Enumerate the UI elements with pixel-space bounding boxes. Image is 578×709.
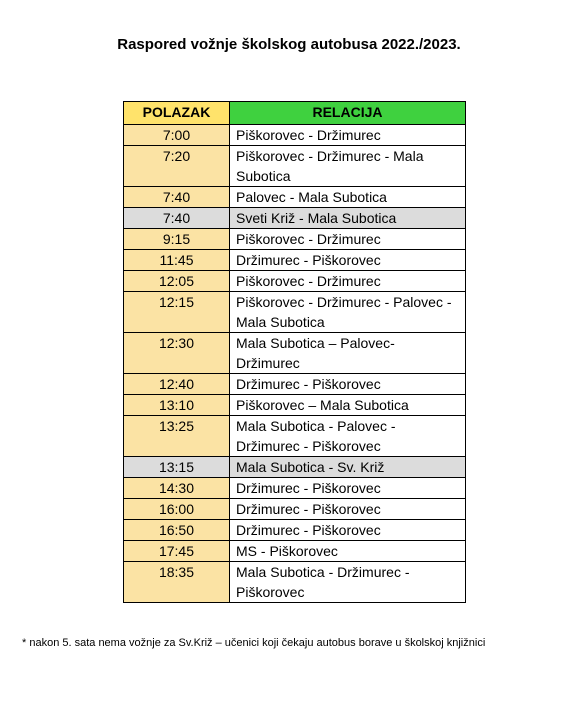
departure-time: 11:45 (124, 250, 230, 271)
route-cell: Držimurec - Piškorovec (230, 478, 466, 499)
table-header-row (124, 102, 466, 125)
route-cell: Držimurec - Piškorovec (230, 374, 466, 395)
route-cell: Mala Subotica - Palovec - Držimurec - Piškorovec (230, 416, 466, 457)
table-row (124, 208, 466, 229)
table-row (124, 541, 466, 562)
route-cell: Piškorovec - Držimurec (230, 229, 466, 250)
departure-time: 16:50 (124, 520, 230, 541)
departure-time: 12:15 (124, 292, 230, 333)
departure-time: 9:15 (124, 229, 230, 250)
route-cell: Držimurec - Piškorovec (230, 520, 466, 541)
table-row (124, 520, 466, 541)
table-row (124, 292, 466, 333)
route-cell: Držimurec - Piškorovec (230, 250, 466, 271)
header-polazak: POLAZAK (124, 102, 230, 125)
table-row (124, 125, 466, 146)
route-cell: Palovec - Mala Subotica (230, 187, 466, 208)
departure-time: 7:40 (124, 187, 230, 208)
table-row (124, 478, 466, 499)
route-cell: Piškorovec – Mala Subotica (230, 395, 466, 416)
table-row (124, 374, 466, 395)
departure-time: 13:25 (124, 416, 230, 457)
table-row (124, 187, 466, 208)
header-relacija: RELACIJA (230, 102, 466, 125)
departure-time: 17:45 (124, 541, 230, 562)
departure-time: 13:10 (124, 395, 230, 416)
footnote: * nakon 5. sata nema vožnje za Sv.Križ – učenici koji čekaju autobus borave u školskoj knjižnici (22, 637, 486, 649)
table-row (124, 395, 466, 416)
departure-time: 7:40 (124, 208, 230, 229)
departure-time: 7:00 (124, 125, 230, 146)
route-cell: Piškorovec - Držimurec - Palovec - Mala Subotica (230, 292, 466, 333)
route-cell: Mala Subotica – Palovec- Držimurec (230, 333, 466, 374)
table-row (124, 416, 466, 457)
departure-time: 12:05 (124, 271, 230, 292)
table-row (124, 562, 466, 603)
departure-time: 12:40 (124, 374, 230, 395)
bus-schedule-table (123, 101, 466, 603)
route-cell: Piškorovec - Držimurec (230, 271, 466, 292)
table-row (124, 146, 466, 187)
schedule-body (124, 125, 466, 603)
departure-time: 14:30 (124, 478, 230, 499)
route-cell: Piškorovec - Držimurec (230, 125, 466, 146)
route-cell: Piškorovec - Držimurec - Mala Subotica (230, 146, 466, 187)
departure-time: 13:15 (124, 457, 230, 478)
page-title: Raspored vožnje školskog autobusa 2022./2023. (117, 36, 461, 53)
table-row (124, 271, 466, 292)
departure-time: 12:30 (124, 333, 230, 374)
departure-time: 18:35 (124, 562, 230, 603)
route-cell: Mala Subotica - Sv. Križ (230, 457, 466, 478)
route-cell: Držimurec - Piškorovec (230, 499, 466, 520)
table-row (124, 229, 466, 250)
route-cell: Mala Subotica - Držimurec - Piškorovec (230, 562, 466, 603)
departure-time: 7:20 (124, 146, 230, 187)
table-row (124, 333, 466, 374)
table-row (124, 250, 466, 271)
route-cell: MS - Piškorovec (230, 541, 466, 562)
departure-time: 16:00 (124, 499, 230, 520)
route-cell: Sveti Križ - Mala Subotica (230, 208, 466, 229)
table-row (124, 457, 466, 478)
table-row (124, 499, 466, 520)
